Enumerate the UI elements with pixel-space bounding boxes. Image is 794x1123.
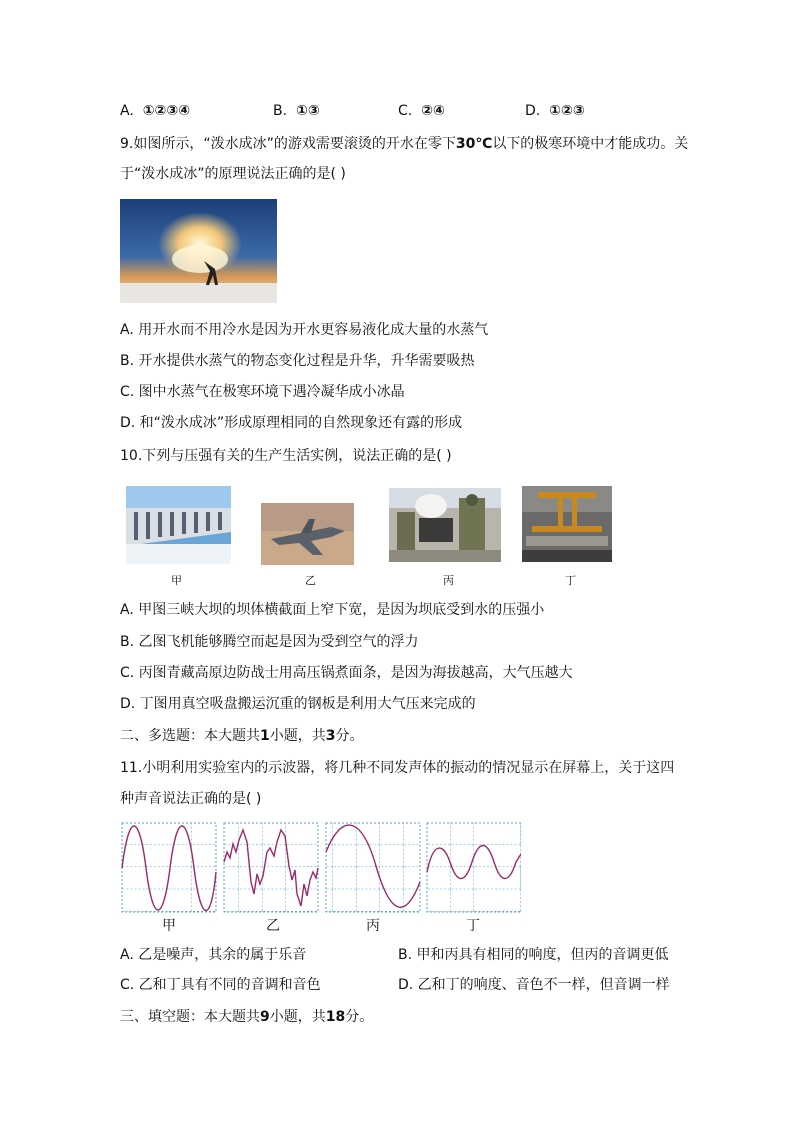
q9-option-a: A. 用开水而不用冷水是因为开水更容易液化成大量的水蒸气 — [120, 322, 489, 338]
q11-wave-label-jia: 甲 — [162, 918, 176, 934]
q10-caption-jia: 甲 — [171, 574, 182, 587]
q11-wave-label-yi: 乙 — [266, 918, 280, 934]
q11-option-c: C. 乙和丁具有不同的音调和音色 — [120, 977, 321, 993]
q9-option-b: B. 开水提供水蒸气的物态变化过程是升华，升华需要吸热 — [120, 353, 475, 369]
q10-photo-three-gorges-dam — [126, 486, 231, 564]
q10-option-a: A. 甲图三峡大坝的坝体横截面上窄下宽，是因为坝底受到水的压强小 — [120, 602, 545, 618]
q10-caption-bing: 丙 — [443, 574, 454, 587]
q11-option-a: A. 乙是噪声，其余的属于乐音 — [120, 947, 307, 963]
q10-photo-soldiers-pressure-cooker — [389, 488, 501, 562]
q8-option-b: B. ①③ — [273, 103, 320, 119]
q11-stem-line1: 11.小明利用实验室内的示波器，将几种不同发声体的振动的情况显示在屏幕上，关于这四 — [120, 760, 675, 776]
wave-panel-ding — [427, 823, 521, 912]
section3-heading: 三、填空题：本大题共9小题，共18分。 — [120, 1009, 374, 1025]
q10-caption-yi: 乙 — [305, 574, 316, 587]
q9-photo-boiling-water-freeze — [120, 199, 277, 303]
q9-option-d: D. 和“泼水成冰”形成原理相同的自然现象还有露的形成 — [120, 415, 463, 431]
q10-option-d: D. 丁图用真空吸盘搬运沉重的钢板是利用大气压来完成的 — [120, 696, 476, 712]
q11-option-b: B. 甲和丙具有相同的响度，但丙的音调更低 — [398, 947, 669, 963]
q8-option-c: C. ②④ — [398, 103, 445, 119]
q10-option-c: C. 丙图青藏高原边防战士用高压锅煮面条，是因为海拔越高，大气压越大 — [120, 665, 573, 681]
q11-oscilloscope-waves — [121, 822, 521, 914]
q11-wave-label-bing: 丙 — [366, 918, 380, 934]
section2-heading: 二、多选题：本大题共1小题，共3分。 — [120, 728, 364, 744]
q10-photo-fighter-jet — [261, 503, 354, 565]
q10-caption-ding: 丁 — [565, 574, 576, 587]
wave-panel-yi — [224, 823, 318, 912]
q8-option-d: D. ①②③ — [525, 103, 585, 119]
q9-stem-line1: 9.如图所示，“泼水成冰”的游戏需要滚烫的开水在零下30℃以下的极寒环境中才能成功。关 — [120, 136, 689, 152]
q11-stem-line2: 种声音说法正确的是( ) — [120, 791, 262, 807]
wave-panel-bing — [326, 823, 420, 912]
q9-stem-line2: 于“泼水成冰”的原理说法正确的是( ) — [120, 166, 346, 182]
q10-photo-vacuum-suction-lifter — [522, 486, 612, 562]
q11-wave-label-ding: 丁 — [466, 918, 480, 934]
q10-stem: 10.下列与压强有关的生产生活实例，说法正确的是( ) — [120, 448, 452, 464]
q11-option-d: D. 乙和丁的响度、音色不一样，但音调一样 — [398, 977, 670, 993]
wave-panel-jia — [122, 823, 216, 912]
q8-option-a: A. ①②③④ — [120, 103, 191, 119]
q9-option-c: C. 图中水蒸气在极寒环境下遇冷凝华成小冰晶 — [120, 384, 405, 400]
q10-option-b: B. 乙图飞机能够腾空而起是因为受到空气的浮力 — [120, 634, 419, 650]
